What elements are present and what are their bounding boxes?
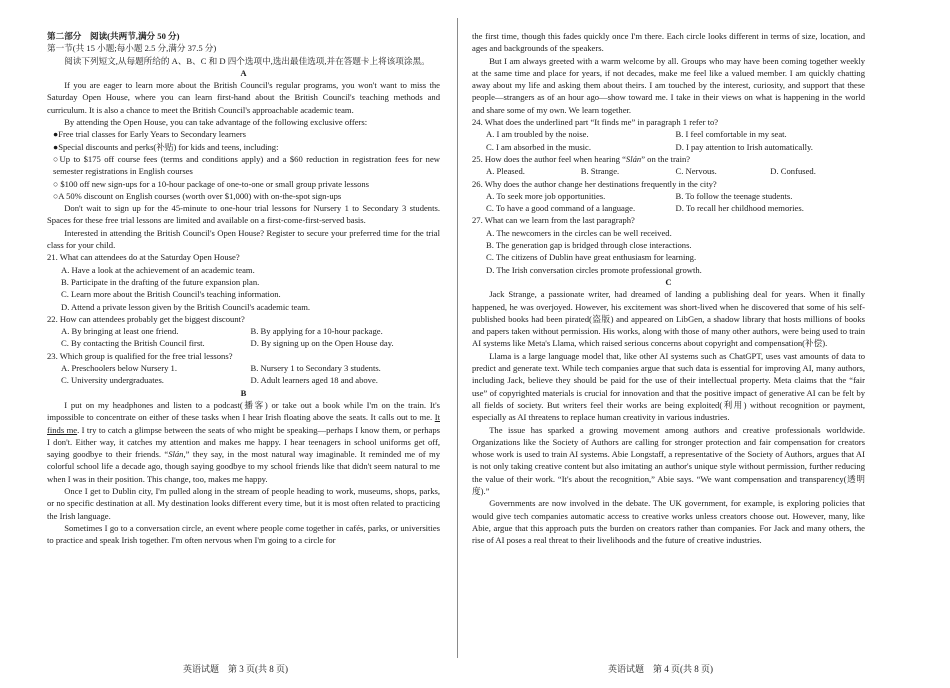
- q22-option-a: A. By bringing at least one friend.: [61, 326, 179, 337]
- question-27: 27. What can we learn from the last paragraph?: [472, 215, 635, 226]
- passage-b-paragraph-3: Sometimes I go to a conversation circle, an event where people come together in cafés, parks, or universities to practice and speak Irish together. I'm often nervous when I'm going to a circle for: [47, 522, 440, 546]
- passage-a-paragraph-4: Interested in attending the British Council's Open House? Register to secure your preferred time for the trial class for your child.: [47, 227, 440, 251]
- footer-page-4: 英语试题 第 4 页(共 8 页): [608, 664, 713, 674]
- b-p1-text-1: I put on my headphones and listen to a podcast(播客) or take out a book while I'm on the train. It's impossible to concentrate on either of these tasks when I hear Irish floating above the seats. It calls out to me.: [47, 399, 440, 423]
- passage-a-bullet-1: ●Free trial classes for Early Years to Secondary learners: [53, 129, 246, 140]
- part-title: 第二部分 阅读(共两节,满分 50 分): [47, 31, 180, 41]
- q21-option-c: C. Learn more about the British Council's teaching information.: [61, 289, 281, 300]
- passage-a-label: A: [240, 67, 247, 78]
- q24-option-c: C. I am absorbed in the music.: [486, 141, 592, 152]
- b-p1-text-2: . I try to catch a glimpse between the seats of who might be speaking—perhaps I know them, or perhaps I don't. Either way, it catches my attention and makes me happy. I hear teenagers in school uniforms get off, saying goodbye to their friends. “: [47, 424, 440, 460]
- q25-word-slan: Slán: [625, 153, 642, 164]
- q21-option-b: B. Participate in the drafting of the future expansion plan.: [61, 276, 260, 287]
- column-divider: [457, 18, 458, 658]
- q27-option-a: A. The newcomers in the circles can be well received.: [486, 227, 672, 238]
- passage-b-paragraph-2: Once I get to Dublin city, I'm pulled along in the stream of people heading to work, museums, shops, parks, or no specific destination at all. My destination looks different every time, but it is most often related to practicing the Irish language.: [47, 485, 440, 521]
- section-title: 第一节(共 15 小题;每小题 2.5 分,满分 37.5 分): [47, 43, 217, 54]
- passage-c-paragraph-3: The issue has sparked a growing movement among authors and creative professionals worldwide. Organizations like the Society of Authors are calling for stronger protection and fair compensation for creators whose work is used to train AI systems. Abie Longstaff, a representative of the Society of Authors, argues that AI is not only taking creative content but also imitating an author's unique style without permission, further reducing the value of their work. “It's about the recognition,” Abie says. “We want compensation and transparency(透明度).”: [472, 424, 865, 496]
- q24-options-row-1: [472, 128, 865, 140]
- word-slan: Slán: [168, 449, 184, 460]
- q27-option-c: C. The citizens of Dublin have great enthusiasm for learning.: [486, 252, 697, 263]
- passage-b-paragraph-4: But I am always greeted with a warm welcome by all. Groups who may have been coming together weekly at the same time and place for years, if not decades, make me feel like a valued member. I am quickly chatting away about my life and asking them about theirs. I am touched by the interest, curiosity, and support that these people—strangers as of an hour ago—show toward me. I take in their views on what is happening in the world and share some of my own. We learn together.: [472, 55, 865, 115]
- passage-c-paragraph-2: Llama is a large language model that, like other AI systems such as ChatGPT, uses vast amounts of data to predict and generate text. While tech companies argue that such data is essential for improving AI, many authors, including Jack, believe they should be paid for the use of their intellectual property. Meta claims that the “fair use” of copyrighted materials is crucial for innovation and that the positive impact of generative AI can be felt by all fields of society. But writers feel their works are being exploited(利用) without recognition or payment, especially as AI threatens to replace human creativity in various industries.: [472, 350, 865, 423]
- question-25: [472, 153, 865, 165]
- question-26: 26. Why does the author change her destinations frequently in the city?: [472, 178, 717, 189]
- passage-a-paragraph-3: Don't wait to sign up for the 45-minute to one-hour trial lessons for Nursery 1 to Secondary 3 students. Spaces for these free trial lessons are limited and available on a first-come-first-served basis.: [47, 203, 440, 226]
- q25-text-2: ” on the train?: [641, 153, 691, 164]
- q23-option-d: D. Adult learners aged 18 and above.: [250, 375, 378, 386]
- q27-option-b: B. The generation gap is bridged through close interactions.: [486, 240, 692, 251]
- question-24: 24. What does the underlined part “It finds me” in paragraph 1 refer to?: [472, 117, 719, 128]
- q23-option-b: B. Nursery 1 to Secondary 3 students.: [250, 363, 381, 374]
- q25-option-b: B. Strange.: [580, 166, 620, 177]
- passage-b-paragraph-1: [47, 399, 440, 485]
- passage-a-paragraph-2: By attending the Open House, you can take advantage of the following exclusive offers:: [64, 117, 368, 128]
- q22-option-b: B. By applying for a 10-hour package.: [250, 326, 383, 337]
- question-22: 22. How can attendees probably get the biggest discount?: [47, 313, 245, 324]
- q23-options-row-2: [47, 374, 440, 386]
- q27-option-d: D. The Irish conversation circles promote professional growth.: [486, 264, 702, 275]
- left-column: [47, 30, 440, 546]
- q22-options-row-1: [47, 325, 440, 337]
- passage-a-bullet-2: ●Special discounts and perks(补贴) for kids and teens, including:: [53, 141, 279, 152]
- question-23: 23. Which group is qualified for the free trial lessons?: [47, 350, 233, 361]
- passage-a-paragraph-1: If you are eager to learn more about the British Council's regular programs, you won't want to miss the Saturday Open House, where you can learn first-hand about the British Council's teaching methods and curriculum. It is also a chance to meet the British Council's approachable academic team.: [47, 80, 440, 115]
- q22-options-row-2: [47, 337, 440, 349]
- passage-b-paragraph-3-cont: the first time, though this fades quickly once I'm there. Each circle looks different in terms of size, location, and ages and backgrounds of the speakers.: [472, 31, 865, 54]
- q25-option-a: A. Pleased.: [486, 166, 525, 177]
- q22-option-c: C. By contacting the British Council first.: [61, 338, 205, 349]
- q25-text-1: 25. How does the author feel when hearing “: [472, 153, 626, 164]
- q25-option-d: D. Confused.: [770, 166, 816, 177]
- underlined-it-finds-me: It finds me: [47, 412, 440, 435]
- q26-option-b: B. To follow the teenage students.: [675, 190, 793, 201]
- q26-options-row-2: [472, 202, 865, 214]
- q26-option-c: C. To have a good command of a language.: [486, 203, 636, 214]
- q24-options-row-2: [472, 141, 865, 153]
- passage-a-bullet-5: ○A 50% discount on English courses (worth over $1,000) with on-the-spot sign-ups: [53, 190, 342, 201]
- question-21: 21. What can attendees do at the Saturday Open House?: [47, 252, 240, 263]
- q24-option-b: B. I feel comfortable in my seat.: [675, 129, 787, 140]
- q25-option-c: C. Nervous.: [675, 166, 717, 177]
- q26-option-a: A. To seek more job opportunities.: [486, 190, 606, 201]
- q26-options-row-1: [472, 190, 865, 202]
- q24-option-a: A. I am troubled by the noise.: [486, 129, 589, 140]
- footer-page-3: 英语试题 第 3 页(共 8 页): [183, 664, 288, 674]
- q21-option-d: D. Attend a private lesson given by the British Council's academic team.: [61, 301, 311, 312]
- passage-a-bullet-4: ○ $100 off new sign-ups for a 10-hour package of one-to-one or small group private lessons: [53, 178, 370, 189]
- passage-c-paragraph-1: Jack Strange, a passionate writer, had dreamed of landing a publishing deal for years. When it finally happened, he was overjoyed. However, his excitement was short-lived when he discovered that some of his self-published books had been pirated(盗版) and appeared on LibGen, a shadow library that hosts millions of books and papers taken without permission. His works, along with those of many other authors, were being used to train AI systems like Meta's Llama, which raised serious concerns about copyright and compensation(补偿).: [472, 289, 865, 349]
- passage-c-paragraph-4: Governments are now involved in the debate. The UK government, for example, is exploring policies that would give tech companies automatic access to creative works unless creators choose out. However, many, like Abie, argue that this approach puts the burden on creators rather than companies. For Jack and many others, the rise of AI poses a real threat to their livelihoods and the future of creative industries.: [472, 498, 865, 546]
- q22-option-d: D. By signing up on the Open House day.: [250, 338, 394, 349]
- q21-option-a: A. Have a look at the achievement of an academic team.: [61, 264, 255, 275]
- q23-option-c: C. University undergraduates.: [61, 375, 164, 386]
- b-p1-text-3: ,” they say, in the most natural way imaginable. It reminded me of my colorful school life a decade ago, though saying goodbye to my school friends like that didn't seem natural to me when I was in their position. This change, too, makes me happy.: [47, 449, 440, 484]
- passage-b-label: B: [240, 387, 247, 398]
- q23-option-a: A. Preschoolers below Nursery 1.: [61, 363, 177, 374]
- q26-option-d: D. To recall her childhood memories.: [675, 203, 804, 214]
- q25-options-row: [472, 165, 865, 177]
- passage-c-label: C: [665, 276, 672, 287]
- q24-option-d: D. I pay attention to Irish automatically.: [675, 141, 813, 152]
- passage-a-bullet-3: ○Up to $175 off course fees (terms and conditions apply) and a $60 reduction in registration fees for new semester registrations in English courses: [53, 153, 440, 177]
- section-instruction: 阅读下列短文,从每题所给的 A、B、C 和 D 四个选项中,选出最佳选项,并在答题卡上将该项涂黑。: [64, 55, 430, 66]
- right-column: [472, 30, 865, 546]
- q23-options-row-1: [47, 362, 440, 374]
